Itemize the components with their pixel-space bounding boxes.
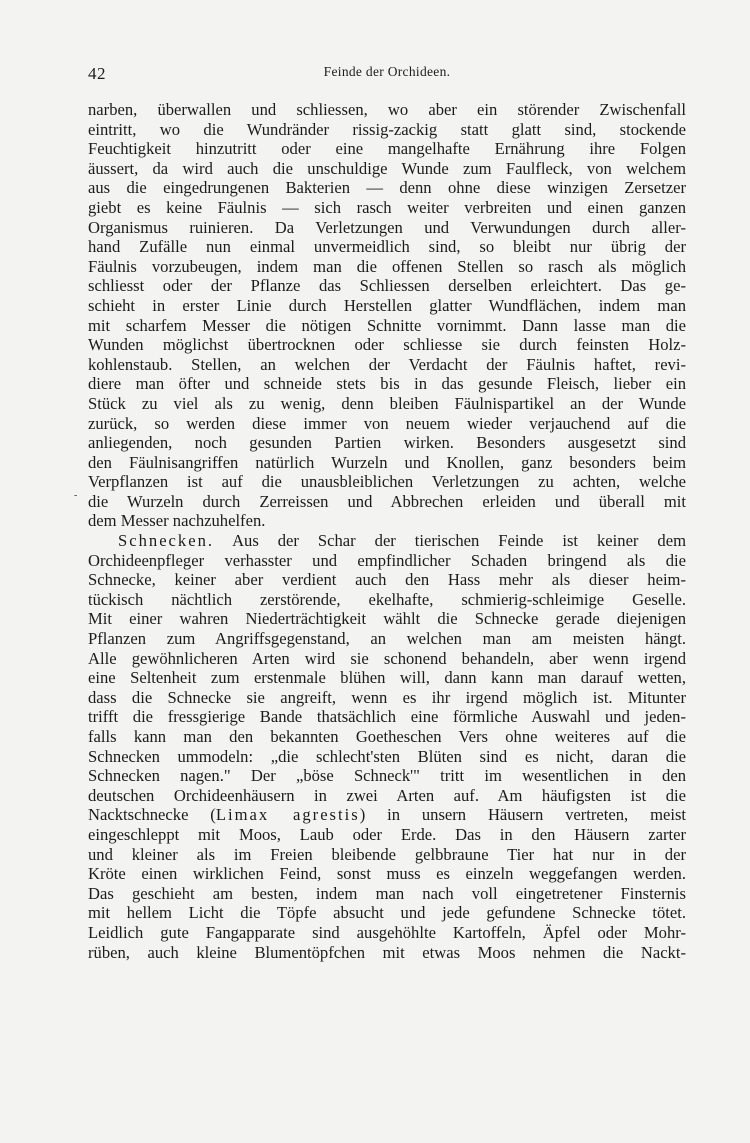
margin-mark: - — [74, 490, 78, 501]
text-line: anliegenden, noch gesunden Partien wirken. Besonders ausgesetzt sind — [88, 433, 686, 453]
body-text — [88, 100, 686, 962]
spaced-term: Limax agrestis — [215, 805, 360, 825]
text-line: tückisch nächtlich zerstörende, ekelhafte, schmierig-schleimige Geselle. — [88, 589, 686, 609]
text-line: kohlenstaub. Stellen, an welchen der Verdacht der Fäulnis haftet, revi- — [88, 354, 686, 374]
text-line: Fäulnis vorzubeugen, indem man die offenen Stellen so rasch als möglich — [88, 256, 686, 276]
text-line: eine Seltenheit zum erstenmale blühen will, dann kann man darauf wetten, — [88, 668, 686, 688]
text-line: hand Zufälle nun einmal unvermeidlich sind, so bleibt nur übrig der — [88, 237, 686, 257]
text-line: dass die Schnecke sie angreift, wenn es ihr irgend möglich ist. Mitunter — [88, 687, 686, 707]
text-line: eintritt, wo die Wundränder rissig-zackig statt glatt sind, stockende — [88, 119, 686, 139]
text-line: Das geschieht am besten, indem man nach voll eingetretener Finsternis — [88, 883, 686, 903]
text-line: deutschen Orchideenhäusern in zwei Arten auf. Am häufigsten ist die — [88, 785, 686, 805]
text-line: Stück zu viel als zu wenig, denn bleiben Fäulnispartikel an der Wunde — [88, 393, 686, 413]
text-line: rüben, auch kleine Blumentöpfchen mit etwas Moos nehmen die Nackt- — [88, 942, 686, 962]
text-line: diere man öfter und schneide stets bis in das gesunde Fleisch, lieber ein — [88, 374, 686, 394]
text-line: giebt es keine Fäulnis — sich rasch weiter verbreiten und einen ganzen — [88, 197, 686, 217]
text-line: eingeschleppt mit Moos, Laub oder Erde. Das in den Häusern zarter — [88, 824, 686, 844]
text-line: Orchideenpfleger verhasster und empfindlicher Schaden bringend als die — [88, 550, 686, 570]
text-line: Schnecke, keiner aber verdient auch den Hass mehr als dieser heim- — [88, 570, 686, 590]
text-line: Nacktschnecke (Limax agrestis) in unsern Häusern vertreten, meist — [88, 805, 687, 825]
text-line: mit scharfem Messer die nötigen Schnitte vornimmt. Dann lasse man die — [88, 315, 686, 335]
page-header — [88, 64, 686, 86]
text-line: Wunden möglichst übertrocknen oder schliesse sie durch feinsten Holz- — [88, 335, 686, 355]
text-line: Verpflanzen ist auf die unausbleiblichen Verletzungen zu achten, welche — [88, 472, 686, 492]
text-line: schieht in erster Linie durch Herstellen glatter Wundflächen, indem man — [88, 295, 686, 315]
text-line: Alle gewöhnlicheren Arten wird sie schonend behandeln, aber wenn irgend — [88, 648, 686, 668]
spaced-term: Schnecken. — [118, 531, 215, 551]
text-line: äussert, da wird auch die unschuldige Wunde zum Faulfleck, von welchem — [88, 158, 686, 178]
text-line: und kleiner als im Freien bleibende gelbbraune Tier hat nur in der — [88, 844, 686, 864]
text-line: narben, überwallen und schliessen, wo aber ein störender Zwischenfall — [88, 100, 686, 119]
text-line: Pflanzen zum Angriffsgegenstand, an welchen man am meisten hängt. — [88, 629, 686, 649]
text-line: die Wurzeln durch Zerreissen und Abbrechen erleiden und überall mit — [88, 491, 686, 511]
paragraph-faeulnis — [88, 100, 686, 531]
text-line: Kröte einen wirklichen Feind, sonst muss es einzeln weggefangen werden. — [88, 864, 686, 884]
text-line: aus die eingedrungenen Bakterien — denn ohne diese winzigen Zersetzer — [88, 178, 686, 198]
text-line: mit hellem Licht die Töpfe absucht und jede gefundene Schnecke tötet. — [88, 903, 686, 923]
text-line: Feuchtigkeit hinzutritt oder eine mangelhafte Ernährung ihre Folgen — [88, 139, 686, 159]
text-line: Organismus ruinieren. Da Verletzungen und Verwundungen durch aller- — [88, 217, 686, 237]
text-line: Leidlich gute Fangapparate sind ausgehöhlte Kartoffeln, Äpfel oder Mohr- — [88, 922, 686, 942]
page-number: 42 — [88, 64, 106, 83]
paragraph-schnecken — [88, 531, 686, 962]
text-line: den Fäulnisangriffen natürlich Wurzeln und Knollen, ganz besonders beim — [88, 452, 686, 472]
text-line: falls kann man den bekannten Goetheschen Vers ohne weiteres auf die — [88, 727, 686, 746]
text-line: Schnecken ummodeln: „die schlecht'sten Blüten sind es nicht, daran die — [88, 746, 686, 766]
text-line: schliesst oder der Pflanze das Schliessen derselben erleichtert. Das ge- — [88, 276, 686, 296]
text-line: Schnecken nagen." Der „böse Schneck'" tritt im wesentlichen in den — [88, 766, 686, 786]
text-line: dem Messer nachzuhelfen. — [88, 511, 266, 531]
running-head: Feinde der Orchideen. — [323, 64, 451, 79]
text-line: Schnecken. Aus der Schar der tierischen Feinde ist keiner dem — [118, 531, 686, 551]
text-line: Mit einer wahren Niederträchtigkeit wählt die Schnecke gerade diejenigen — [88, 609, 686, 629]
text-line: trifft die fressgierige Bande thatsächlich eine förmliche Auswahl und jeden- — [88, 707, 686, 727]
text-line: zurück, so werden diese immer von neuem wieder verjauchend auf die — [88, 413, 686, 433]
